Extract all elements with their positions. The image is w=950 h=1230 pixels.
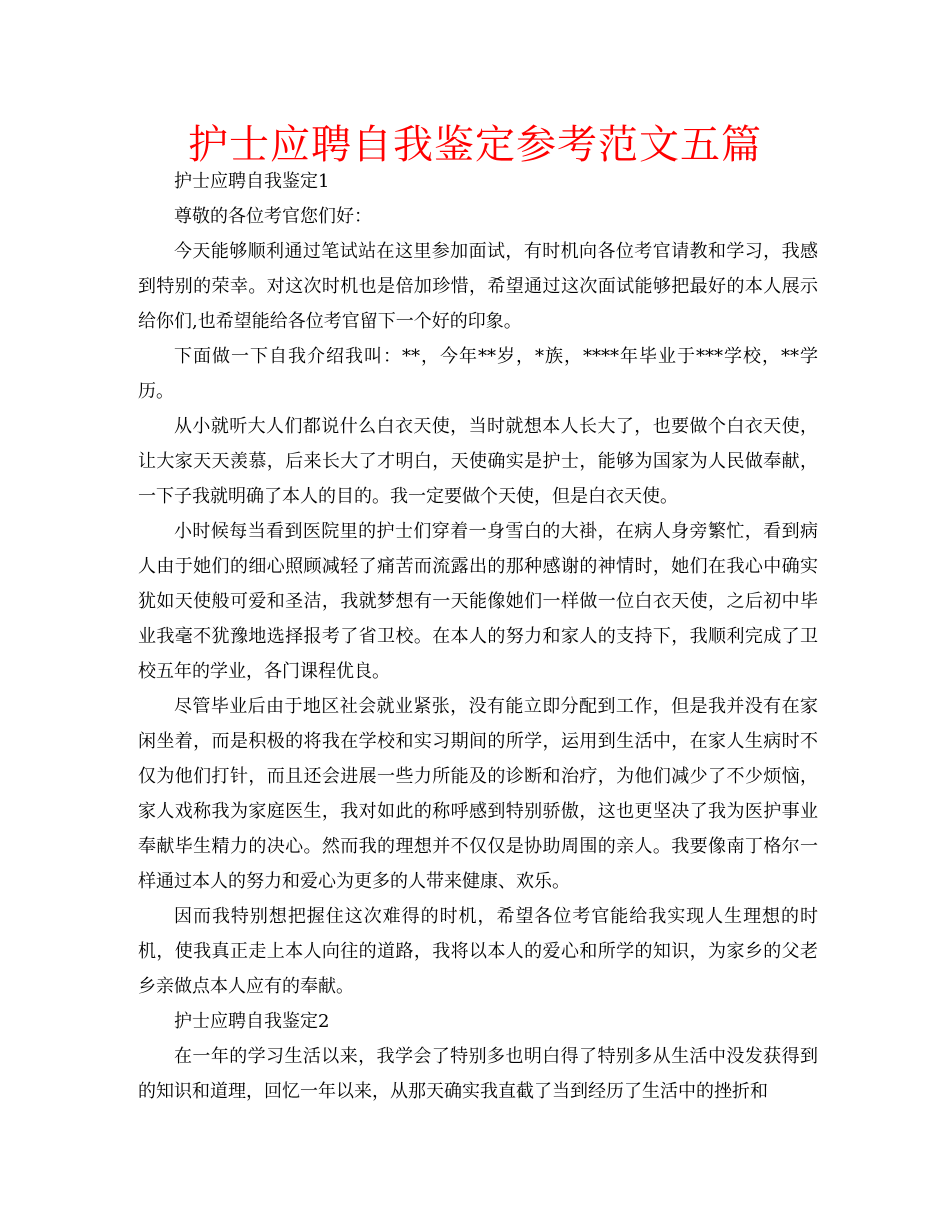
body-paragraph: 小时候每当看到医院里的护士们穿着一身雪白的大褂，在病人身旁繁忙，看到病人由于她们的细心照顾减轻了痛苦而流露出的那种感谢的神情时，她们在我心中确实犹如天使般可爱和圣洁，我就梦想有一天能像她们一样做一位白衣天使，之后初中毕业我毫不犹豫地选择报考了省卫校。在本人的努力和家人的支持下，我顺利完成了卫校五年的学业，各门课程优良。 — [138, 521, 818, 682]
body-paragraph: 下面做一下自我介绍我叫：**，今年**岁，*族，****年毕业于***学校，**学历。 — [138, 346, 818, 402]
body-paragraph: 因而我特别想把握住这次难得的时机，希望各位考官能给我实现人生理想的时机，使我真正走上本人向往的道路，我将以本人的爱心和所学的知识，为家乡的父老乡亲做点本人应有的奉献。 — [138, 906, 818, 997]
body-paragraph: 从小就听大人们都说什么白衣天使，当时就想本人长大了，也要做个白衣天使，让大家天天羡慕，后来长大了才明白，天使确实是护士，能够为国家为人民做奉献，一下子我就明确了本人的目的。我一定要做个天使，但是白衣天使。 — [138, 416, 818, 507]
body-paragraph: 尽管毕业后由于地区社会就业紧张，没有能立即分配到工作，但是我并没有在家闲坐着，而是积极的将我在学校和实习期间的所学，运用到生活中，在家人生病时不仅为他们打针，而且还会进展一些力所能及的诊断和治疗，为他们减少了不少烦恼，家人戏称我为家庭医生，我对如此的称呼感到特别骄傲，这也更坚决了我为医护事业奉献毕生精力的决心。然而我的理想并不仅仅是协助周围的亲人。我要像南丁格尔一样通过本人的努力和爱心为更多的人带来健康、欢乐。 — [138, 696, 818, 892]
salutation: 尊敬的各位考官您们好： — [174, 206, 372, 227]
section-heading-2: 护士应聘自我鉴定2 — [174, 1011, 330, 1032]
section-heading-1: 护士应聘自我鉴定1 — [174, 171, 330, 192]
document-title: 护士应聘自我鉴定参考范文五篇 — [188, 122, 762, 168]
body-paragraph: 今天能够顺利通过笔试站在这里参加面试，有时机向各位考官请教和学习，我感到特别的荣幸。对这次时机也是倍加珍惜，希望通过这次面试能够把最好的本人展示给你们,也希望能给各位考官留下一个好的印象。 — [138, 241, 818, 332]
body-paragraph: 在一年的学习生活以来，我学会了特别多也明白得了特别多从生活中没发获得到的知识和道理，回忆一年以来，从那天确实我直截了当到经历了生活中的挫折和 — [138, 1046, 818, 1102]
document-body — [138, 164, 818, 1109]
